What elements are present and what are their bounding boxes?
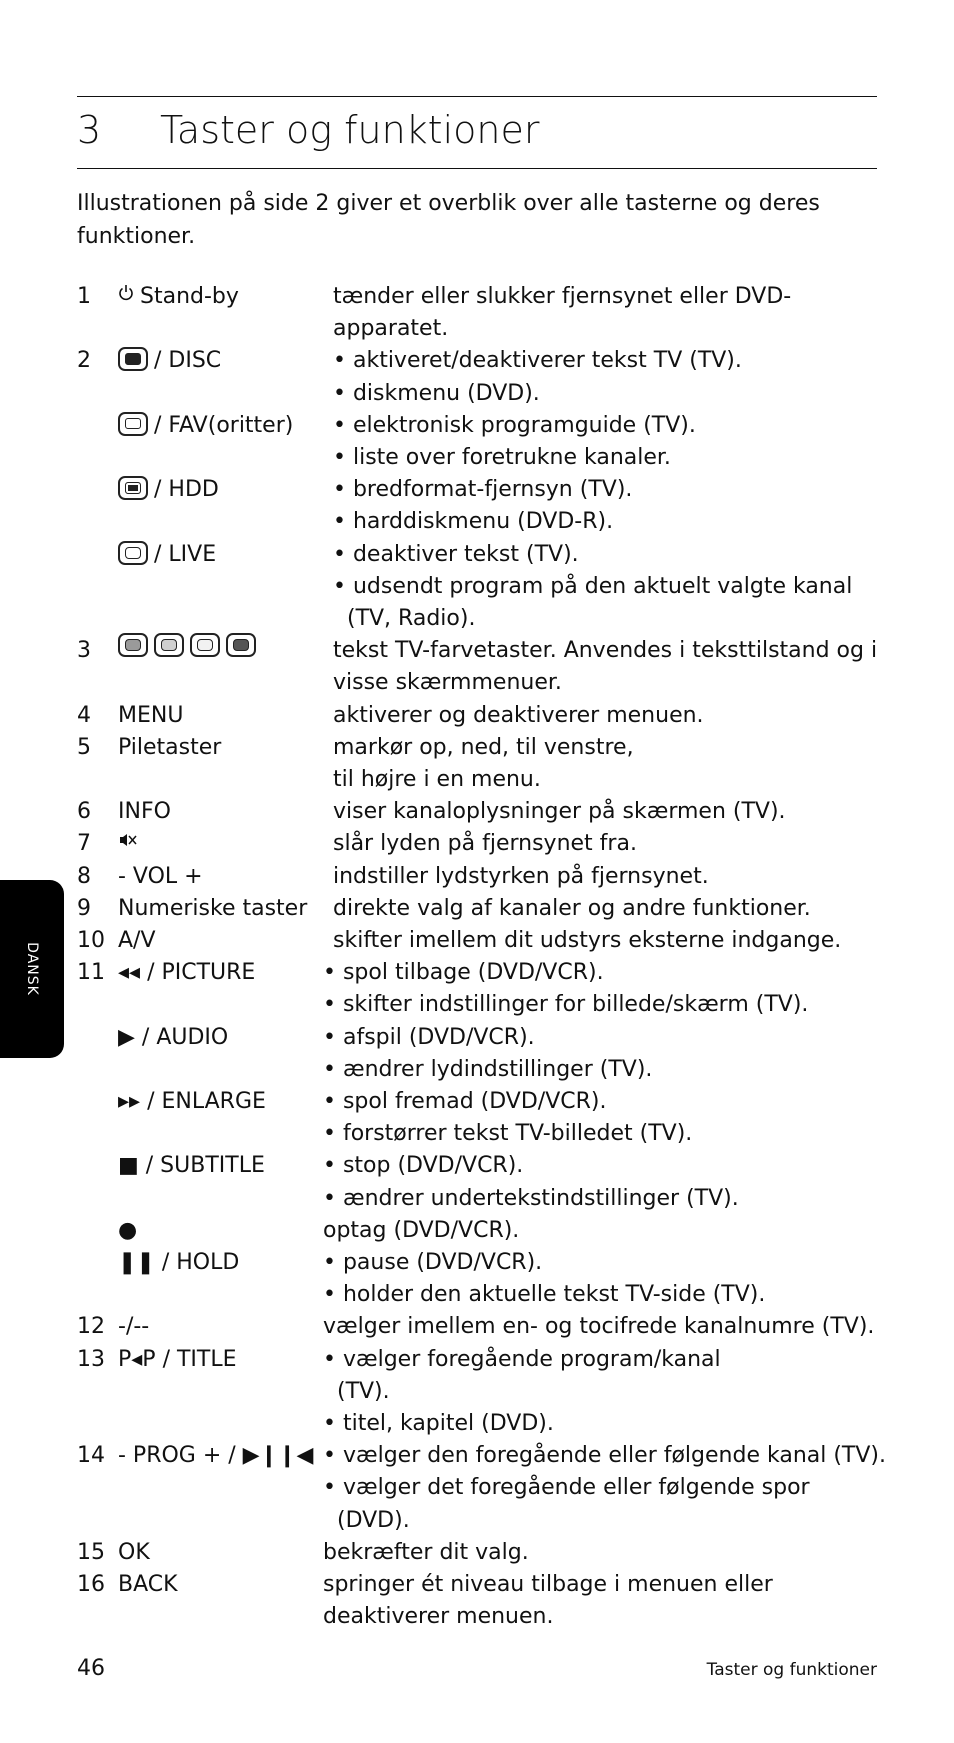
table-row <box>0 506 954 538</box>
key-name <box>118 1440 313 1472</box>
key-description: (DVD). <box>323 1507 410 1533</box>
key-description: • liste over foretrukne kanaler. <box>333 445 671 470</box>
key-label: ■ / SUBTITLE <box>118 1153 265 1179</box>
item-number: 9 <box>77 895 91 921</box>
item-number: 16 <box>77 1572 105 1597</box>
key-description: viser kanaloplysninger på skærmen (TV). <box>333 799 786 825</box>
key-description: • vælger den foregående eller følgende kanal (TV). <box>323 1443 886 1469</box>
key-label: - VOL + <box>118 863 203 889</box>
key-description: • elektronisk programguide (TV). <box>333 412 696 438</box>
item-number: 7 <box>77 831 91 857</box>
item-number: 13 <box>77 1346 105 1372</box>
key-name <box>118 281 239 313</box>
key-description: • aktiveret/deaktiverer tekst TV (TV). <box>333 348 742 374</box>
key-description: • afspil (DVD/VCR). <box>323 1024 535 1050</box>
key-description: • vælger foregående program/kanal <box>323 1346 721 1372</box>
key-label: ▶ / AUDIO <box>118 1024 229 1050</box>
key-description: tænder eller slukker fjernsynet eller DVD- <box>333 284 792 309</box>
key-name <box>118 1311 149 1343</box>
key-label: MENU <box>118 702 184 728</box>
key-description: springer ét niveau tilbage i menuen eller <box>323 1572 773 1597</box>
key-label: Stand-by <box>140 284 239 309</box>
table-row <box>0 1376 954 1408</box>
key-label: / LIVE <box>154 541 217 567</box>
table-row <box>0 474 954 506</box>
table-row <box>0 1408 954 1440</box>
teletext-button-icon <box>118 347 148 371</box>
key-label: Piletaster <box>118 734 222 760</box>
key-name <box>118 635 268 669</box>
key-description: • udsendt program på den aktuelt valgte kanal <box>333 573 853 599</box>
table-row <box>0 378 954 410</box>
key-description: • bredformat-fjernsyn (TV). <box>333 477 633 503</box>
tv-button-icon <box>118 541 148 565</box>
table-row <box>0 861 954 893</box>
item-number: 5 <box>77 734 91 760</box>
key-name <box>118 539 216 571</box>
key-label: - PROG + / ▶❙❙◀ <box>118 1443 314 1469</box>
table-row <box>0 1054 954 1086</box>
table-row <box>0 957 954 989</box>
table-row <box>0 1150 954 1182</box>
key-label: P◂P / TITLE <box>118 1346 237 1372</box>
key-description: • deaktiver tekst (TV). <box>333 541 579 567</box>
key-description: til højre i en menu. <box>333 767 541 792</box>
table-row <box>0 796 954 828</box>
footer-section-title: Taster og funktioner <box>706 1660 877 1680</box>
yellow-key-icon <box>190 633 220 657</box>
item-number: 10 <box>77 928 105 953</box>
key-description: • spol tilbage (DVD/VCR). <box>323 960 604 986</box>
table-row <box>0 1215 954 1247</box>
item-number: 8 <box>77 863 91 889</box>
key-description: • ændrer lydindstillinger (TV). <box>323 1056 653 1082</box>
table-row <box>0 603 954 635</box>
key-description: • spol fremad (DVD/VCR). <box>323 1089 607 1114</box>
table-row <box>0 1569 954 1601</box>
chapter-title: Taster og funktioner <box>160 108 540 152</box>
key-description: skifter imellem dit udstyrs eksterne indgange. <box>333 928 842 953</box>
blue-key-icon <box>226 633 256 657</box>
power-icon <box>118 279 134 311</box>
key-description: • diskmenu (DVD). <box>333 380 540 406</box>
table-row <box>0 313 954 345</box>
key-name <box>118 1150 265 1182</box>
key-label: INFO <box>118 799 171 825</box>
key-name <box>118 796 171 828</box>
key-description: tekst TV-farvetaster. Anvendes i teksttilstand og i <box>333 638 878 664</box>
key-name <box>118 474 219 506</box>
key-name <box>118 700 183 732</box>
item-number: 6 <box>77 799 91 825</box>
key-label: BACK <box>118 1572 178 1597</box>
key-description: apparatet. <box>333 316 449 342</box>
table-row <box>0 828 954 860</box>
key-label: / DISC <box>154 348 222 374</box>
key-name <box>118 1022 228 1054</box>
key-description: • ændrer undertekstindstillinger (TV). <box>323 1185 739 1211</box>
key-description: (TV, Radio). <box>333 606 476 631</box>
table-row <box>0 1086 954 1118</box>
key-name <box>118 1344 237 1376</box>
key-label: Numeriske taster <box>118 895 308 921</box>
table-row <box>0 1118 954 1150</box>
key-description: visse skærmmenuer. <box>333 670 562 696</box>
key-description: • vælger det foregående eller følgende spor <box>323 1475 810 1501</box>
key-name <box>118 1247 239 1279</box>
color-keys-icon <box>118 633 262 667</box>
table-row <box>0 764 954 796</box>
guide-button-icon <box>118 412 148 436</box>
key-name <box>118 861 203 893</box>
page-number: 46 <box>77 1656 105 1681</box>
key-description: • skifter indstillinger for billede/skærm (TV). <box>323 992 809 1018</box>
key-description: aktiverer og deaktiverer menuen. <box>333 702 704 728</box>
item-number: 12 <box>77 1314 105 1340</box>
table-row <box>0 281 954 313</box>
key-label: / FAV(oritter) <box>154 412 294 438</box>
table-row <box>0 1022 954 1054</box>
language-tab <box>0 880 64 1058</box>
chapter-number: 3 <box>77 108 102 152</box>
key-description: vælger imellem en- og tocifrede kanalnumre (TV). <box>323 1314 875 1340</box>
key-description: indstiller lydstyrken på fjernsynet. <box>333 863 709 889</box>
top-rule <box>77 96 877 97</box>
table-row <box>0 1183 954 1215</box>
table-row <box>0 1247 954 1279</box>
key-name <box>118 1569 178 1601</box>
table-row <box>0 539 954 571</box>
table-row <box>0 1601 954 1633</box>
key-description: • pause (DVD/VCR). <box>323 1250 543 1275</box>
green-key-icon <box>154 633 184 657</box>
table-row <box>0 989 954 1021</box>
item-number: 4 <box>77 702 91 728</box>
key-description: slår lyden på fjernsynet fra. <box>333 831 637 857</box>
mute-icon <box>118 826 138 858</box>
key-label: ❚❚ / HOLD <box>118 1250 240 1275</box>
table-row <box>0 1344 954 1376</box>
table-row <box>0 667 954 699</box>
key-description: optag (DVD/VCR). <box>323 1217 520 1243</box>
item-number: 11 <box>77 960 105 986</box>
table-row <box>0 1472 954 1504</box>
key-description: • forstørrer tekst TV-billedet (TV). <box>323 1121 693 1147</box>
item-number: 3 <box>77 638 91 664</box>
language-tab-label: DANSK <box>24 942 40 996</box>
item-number: 2 <box>77 348 91 374</box>
key-label: ● <box>118 1217 138 1243</box>
key-description: bekræfter dit valg. <box>323 1539 529 1565</box>
item-number: 1 <box>77 284 91 309</box>
key-name <box>118 1537 150 1569</box>
table-row <box>0 1279 954 1311</box>
table-row <box>0 925 954 957</box>
key-description: deaktiverer menuen. <box>323 1604 554 1630</box>
title-rule <box>77 168 877 169</box>
key-name <box>118 925 156 957</box>
key-name <box>118 1215 137 1247</box>
key-name <box>118 893 307 925</box>
table-row <box>0 893 954 925</box>
red-key-icon <box>118 633 148 657</box>
key-description: • titel, kapitel (DVD). <box>323 1411 554 1436</box>
intro-paragraph: Illustrationen på side 2 giver et overblik over alle tasterne og deres funktioner. <box>77 191 820 249</box>
table-row <box>0 1505 954 1537</box>
table-row <box>0 571 954 603</box>
key-label: -/-- <box>118 1314 150 1340</box>
table-row <box>0 410 954 442</box>
key-description: • stop (DVD/VCR). <box>323 1153 524 1179</box>
table-row <box>0 700 954 732</box>
table-row <box>0 1311 954 1343</box>
table-row <box>0 1440 954 1472</box>
key-name <box>118 957 255 989</box>
key-label: ◂◂ / PICTURE <box>118 960 256 986</box>
key-name <box>118 1086 266 1118</box>
widescreen-button-icon <box>118 476 148 500</box>
key-label: ▸▸ / ENLARGE <box>118 1089 266 1114</box>
item-number: 14 <box>77 1443 105 1469</box>
key-name <box>118 828 144 860</box>
key-description: markør op, ned, til venstre, <box>333 734 634 760</box>
table-row <box>0 635 954 667</box>
table-row <box>0 442 954 474</box>
key-name <box>118 732 221 764</box>
key-label: OK <box>118 1539 150 1565</box>
key-description: direkte valg af kanaler og andre funktioner. <box>333 895 811 921</box>
key-description: • holder den aktuelle tekst TV-side (TV). <box>323 1282 766 1308</box>
key-description: (TV). <box>323 1378 390 1404</box>
key-name <box>118 345 221 377</box>
key-description: • harddiskmenu (DVD-R). <box>333 509 614 535</box>
table-row <box>0 732 954 764</box>
key-label: A/V <box>118 928 156 953</box>
key-label: / HDD <box>154 477 219 503</box>
key-name <box>118 410 293 442</box>
table-row <box>0 1537 954 1569</box>
table-row <box>0 345 954 377</box>
item-number: 15 <box>77 1539 105 1565</box>
